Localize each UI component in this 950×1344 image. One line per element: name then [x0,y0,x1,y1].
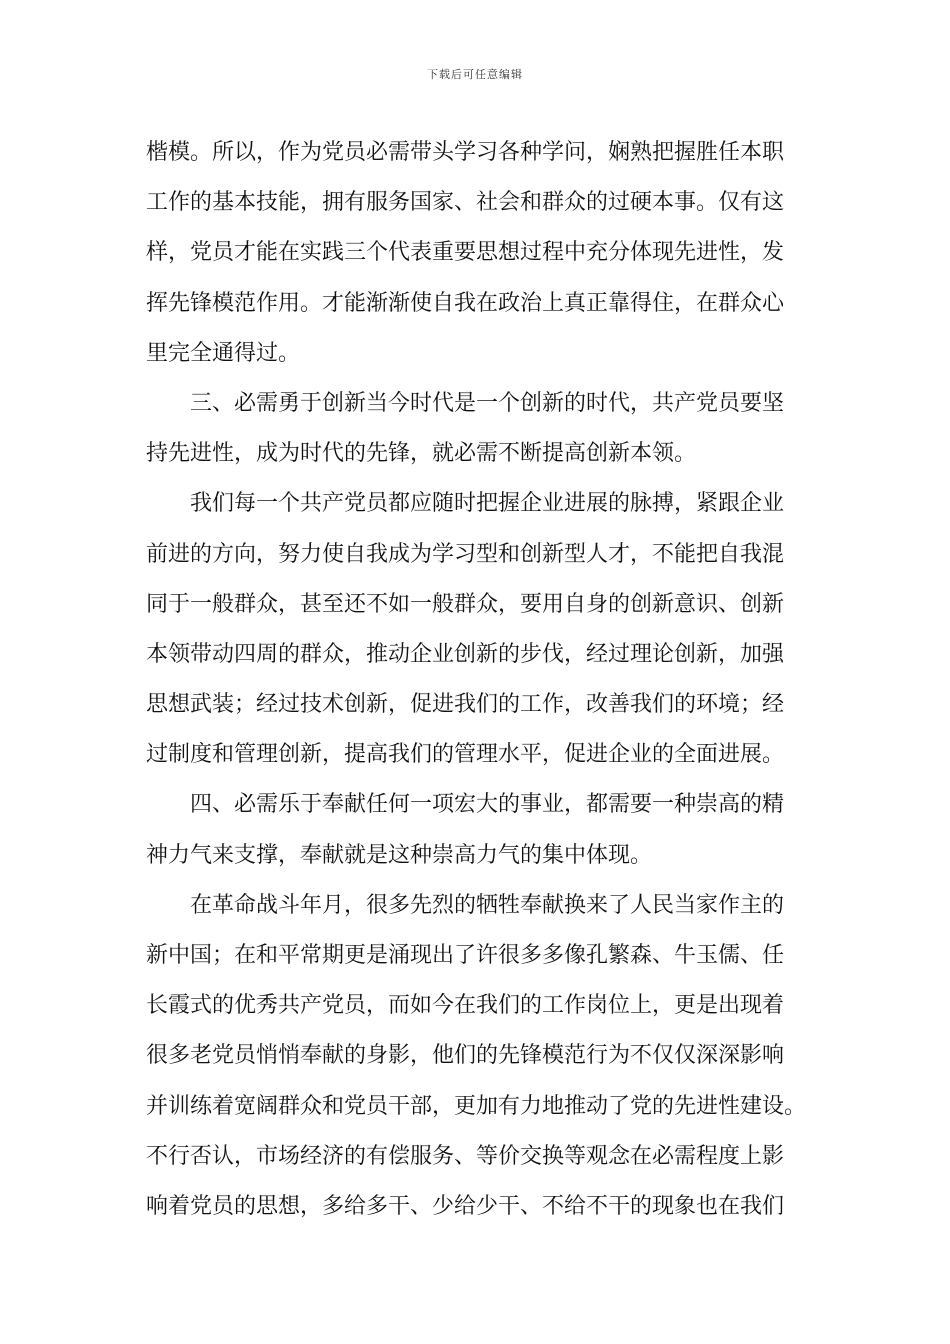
text-line: 本领带动四周的群众，推动企业创新的步伐，经过理论创新，加强 [146,641,785,667]
paragraph-start-line: 我们每一个共产党员都应随时把握企业进展的脉搏，紧跟企业 [190,491,785,517]
document-body [146,128,818,1232]
text-line: 神力气来支撑，奉献就是这种崇高力气的集中体现。 [146,842,653,868]
text-line: 新中国；在和平常期更是涌现出了许很多多像孔繁森、牛玉儒、任 [146,943,785,968]
section-heading-line: 三、必需勇于创新当今时代是一个创新的时代，共产党员要坚 [190,390,785,416]
text-line: 挥先锋模范作用。才能渐渐使自我在政治上真正靠得住，在群众心 [146,290,785,316]
text-line: 楷模。所以，作为党员必需带头学习各种学问，娴熟把握胜任本职 [146,140,785,165]
text-line: 前进的方向，努力使自我成为学习型和创新型人才，不能把自我混 [146,541,785,567]
page-header: 下载后可任意编辑 [427,68,523,81]
text-line: 同于一般群众，甚至还不如一般群众，要用自身的创新意识、创新 [146,591,785,617]
text-line: 很多老党员悄悄奉献的身影，他们的先锋模范行为不仅仅深深影响 [146,1043,785,1069]
paragraph-start-line: 在革命战斗年月，很多先烈的牺牲奉献换来了人民当家作主的 [190,892,785,918]
section-heading-line: 四、必需乐于奉献任何一项宏大的事业，都需要一种崇高的精 [190,792,785,818]
text-line: 样，党员才能在实践三个代表重要思想过程中充分体现先进性，发 [146,240,785,266]
text-line: 里完全通得过。 [146,340,301,366]
text-line: 过制度和管理创新，提高我们的管理水平，促进企业的全面进展。 [146,742,785,768]
text-line: 思想武装；经过技术创新，促进我们的工作，改善我们的环境；经 [146,692,785,718]
text-line: 并训练着宽阔群众和党员干部，更加有力地推动了党的先进性建设。 [146,1093,807,1119]
text-line: 工作的基本技能，拥有服务国家、社会和群众的过硬本事。仅有这 [146,190,785,216]
text-line: 长霞式的优秀共产党员，而如今在我们的工作岗位上，更是出现着 [146,993,785,1019]
text-line: 持先进性，成为时代的先锋，就必需不断提高创新本领。 [146,441,697,467]
text-line: 响着党员的思想，多给多干、少给少干、不给不干的现象也在我们 [146,1193,785,1219]
text-line: 不行否认，市场经济的有偿服务、等价交换等观念在必需程度上影 [146,1143,785,1169]
